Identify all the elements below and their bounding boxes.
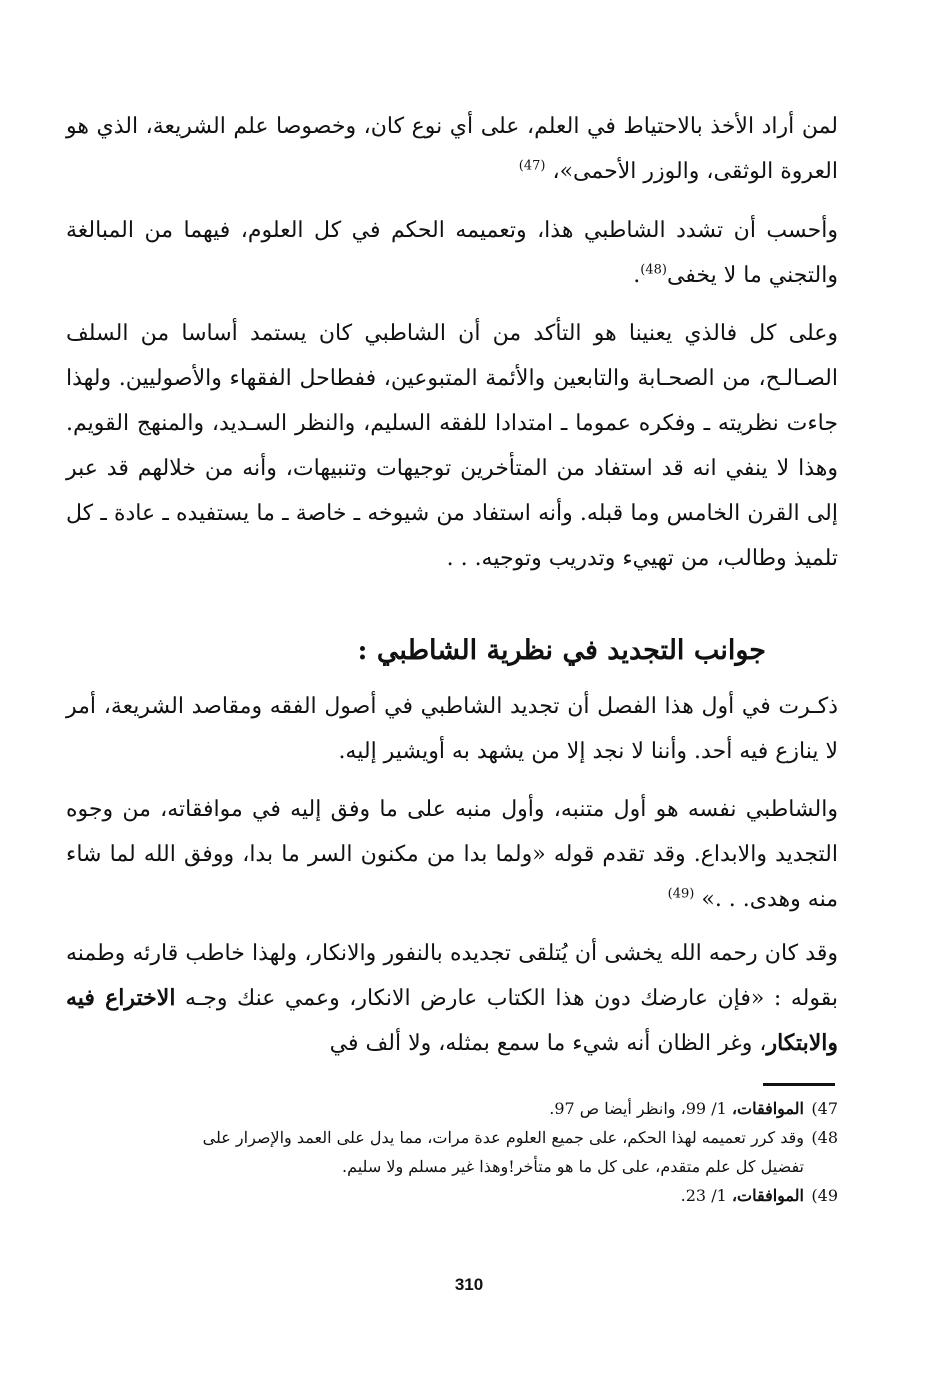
footnote-47 xyxy=(66,1094,838,1123)
footnote-text: وقد كرر تعميمه لهذا الحكم، على جميع العلوم عدة مرات، مما يدل على العمد والإصرار على xyxy=(202,1128,804,1147)
footnote-48-continuation: تفضيل كل علم متقدم، على كل ما هو متأخر!وهذا غير مسلم ولا سليم. xyxy=(341,1157,804,1176)
paragraph-text: ذكـرت في أول هذا الفصل أن تجديد الشاطبي في أصول الفقه ومقاصد الشريعة، أمر لا ينازع فيه أحد. وأننا لا نجد إلا من يشهد به أويشير إليه. xyxy=(66,694,838,764)
paragraph-3 xyxy=(66,311,838,581)
footnote-ref-47: (47) xyxy=(518,158,546,174)
footnote-source: الموافقات، xyxy=(731,1099,804,1118)
paragraph-text-end: . xyxy=(633,263,641,288)
footnote-text: 1/ 99، وانظر أيضا ص 97. xyxy=(549,1099,727,1118)
footnote-separator xyxy=(763,1083,835,1086)
paragraph-5 xyxy=(66,787,838,922)
footnote-number: 49) xyxy=(811,1186,838,1205)
paragraph-1 xyxy=(66,104,838,194)
footnote-ref-48: (48) xyxy=(640,262,667,278)
footnotes xyxy=(66,1094,838,1210)
footnote-48 xyxy=(66,1123,838,1152)
paragraph-6 xyxy=(66,931,838,1066)
paragraph-text-end: ، وغر الظان أنه شيء ما سمع بمثله، ولا ألف في xyxy=(329,1031,767,1056)
paragraph-text: وأحسب أن تشدد الشاطبي هذا، وتعميمه الحكم في كل العلوم، فيهما من المبالغة والتجني ما لا يخفى xyxy=(66,218,838,288)
paragraph-2 xyxy=(66,208,838,298)
footnote-49 xyxy=(66,1181,838,1210)
section-heading: جوانب التجديد في نظرية الشاطبي : xyxy=(357,635,766,666)
footnote-number: 48) xyxy=(811,1128,838,1147)
footnote-text: 1/ 23. xyxy=(680,1186,727,1205)
page-number: 310 xyxy=(454,1275,484,1294)
paragraph-4 xyxy=(66,684,838,774)
paragraph-text: وقد كان رحمه الله يخشى أن يُتلقى تجديده بالنفور والانكار، ولهذا خاطب قارئه وطمنه بقوله : «فإن عارضك دون هذا الكتاب عارض الانكار، وعمي عنك وجـه xyxy=(66,941,838,1011)
footnote-source: الموافقات، xyxy=(731,1186,804,1205)
paragraph-text: لمن أراد الأخذ بالاحتياط في العلم، على أي نوع كان، وخصوصا علم الشريعة، الذي هو العروة الوثقى، والوزر الأحمى»، xyxy=(66,114,838,184)
footnote-ref-49: (49) xyxy=(667,886,695,902)
footnote-number: 47) xyxy=(811,1099,838,1118)
paragraph-text: وعلى كل فالذي يعنينا هو التأكد من أن الشاطبي كان يستمد أساسا من السلف الصـالـح، من الصحـابة والتابعين والأئمة المتبوعين، ففطاحل الفقهاء والأصوليين. ولهذا جاءت نظريته ـ وفكره عموما ـ امتدادا للفقه السليم، والنظر السـديد، والمنهج القويم. وهذا لا ينفي انه قد استفاد من المتأخرين توجيهات وتنبيهات، وأنه من خلالهم قد عبر إلى القرن الخامس وما قبله. وأنه استفاد من شيوخه ـ خاصة ـ ما يستفيده ـ عادة ـ كل تلميذ وطالب، من تهييء وتدريب وتوجيه. . . xyxy=(66,321,838,571)
paragraph-text: والشاطبي نفسه هو أول متنبه، وأول منبه على ما وفق إليه في موافقاته، من وجوه التجديد والابداع. وقد تقدم قوله «ولما بدا من مكنون السر ما بدا، ووفق الله لما شاء منه وهدى. . .» xyxy=(66,797,838,912)
paragraph-bold-text: الاختراع فيه والابتكار xyxy=(66,985,838,1056)
